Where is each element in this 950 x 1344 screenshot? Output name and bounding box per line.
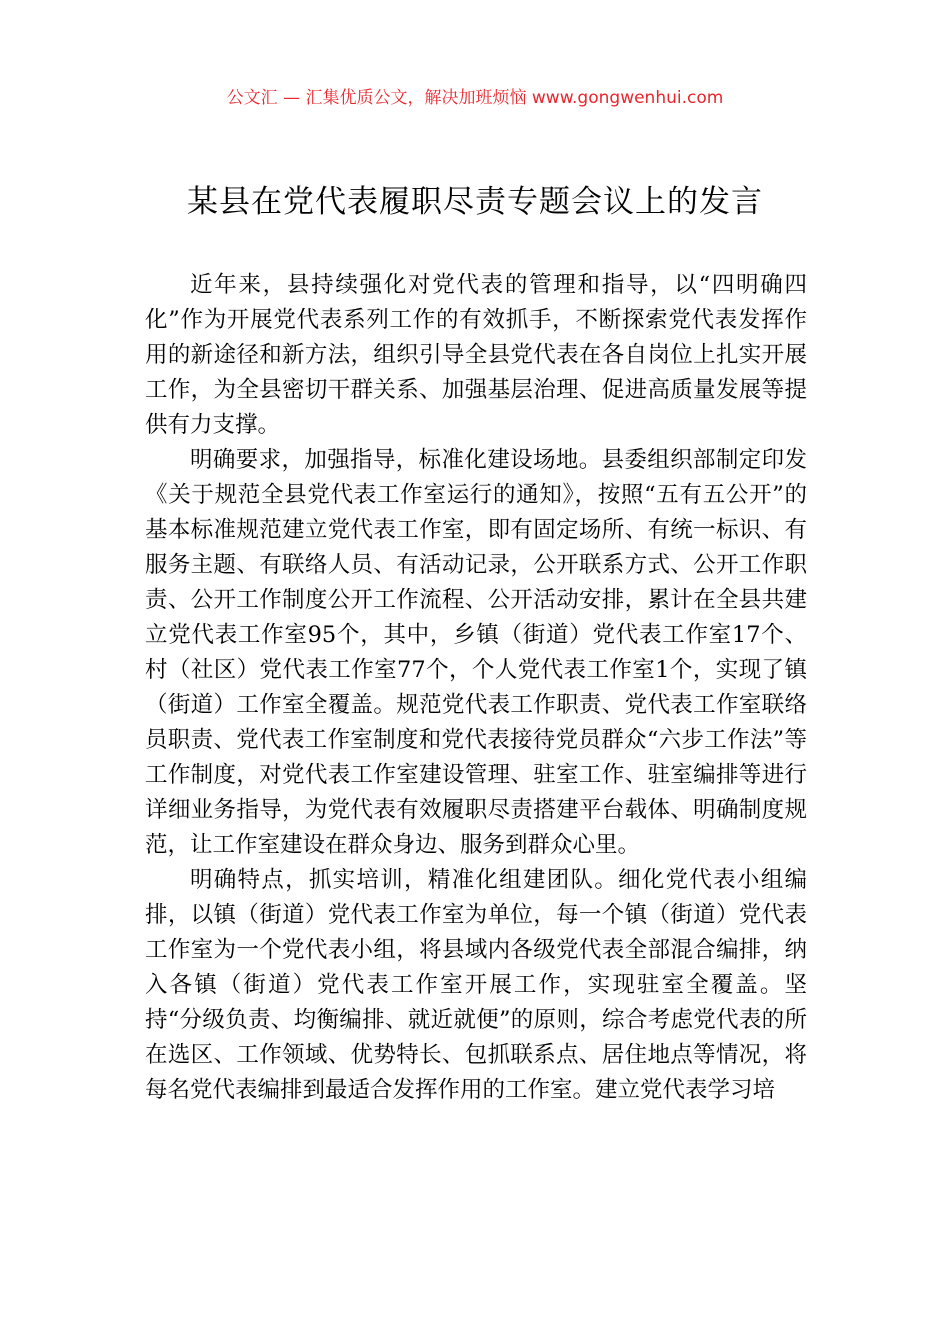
document-title: 某县在党代表履职尽责专题会议上的发言 bbox=[187, 184, 763, 220]
body-paragraph: 明确要求，加强指导，标准化建设场地。县委组织部制定印发《关于规范全县党代表工作室运行的通知》，按照“五有五公开”的基本标准规范建立党代表工作室，即有固定场所、有统一标识、有服务主题、有联络人员、有活动记录，公开联系方式、公开工作职责、公开工作制度公开工作流程、公开活动安排，累计在全县共建立党代表工作室95个，其中，乡镇（街道）党代表工作室17个、村（社区）党代表工作室77个，个人党代表工作室1个，实现了镇（街道）工作室全覆盖。规范党代表工作职责、党代表工作室联络员职责、党代表工作室制度和党代表接待党员群众“六步工作法”等工作制度，对党代表工作室建设管理、驻室工作、驻室编排等进行详细业务指导，为党代表有效履职尽责搭建平台载体、明确制度规范，让工作室建设在群众身边、服务到群众心里。 bbox=[145, 447, 807, 858]
document-body bbox=[145, 268, 807, 1108]
body-paragraph: 近年来，县持续强化对党代表的管理和指导，以“四明确四化”作为开展党代表系列工作的有效抓手，不断探索党代表发挥作用的新途径和新方法，组织引导全县党代表在各自岗位上扎实开展工作，为全县密切干群关系、加强基层治理、促进高质量发展等提供有力支撑。 bbox=[145, 272, 807, 438]
page-header: 公文汇 — 汇集优质公文，解决加班烦恼 www.gongwenhui.com bbox=[226, 88, 724, 108]
body-paragraph: 明确特点，抓实培训，精准化组建团队。细化党代表小组编排，以镇（街道）党代表工作室为单位，每一个镇（街道）党代表工作室为一个党代表小组，将县域内各级党代表全部混合编排，纳入各镇（街道）党代表工作室开展工作，实现驻室全覆盖。坚持“分级负责、均衡编排、就近就便”的原则，综合考虑党代表的所在选区、工作领域、优势特长、包抓联系点、居住地点等情况，将每名党代表编排到最适合发挥作用的工作室。建立党代表学习培 bbox=[145, 867, 807, 1103]
